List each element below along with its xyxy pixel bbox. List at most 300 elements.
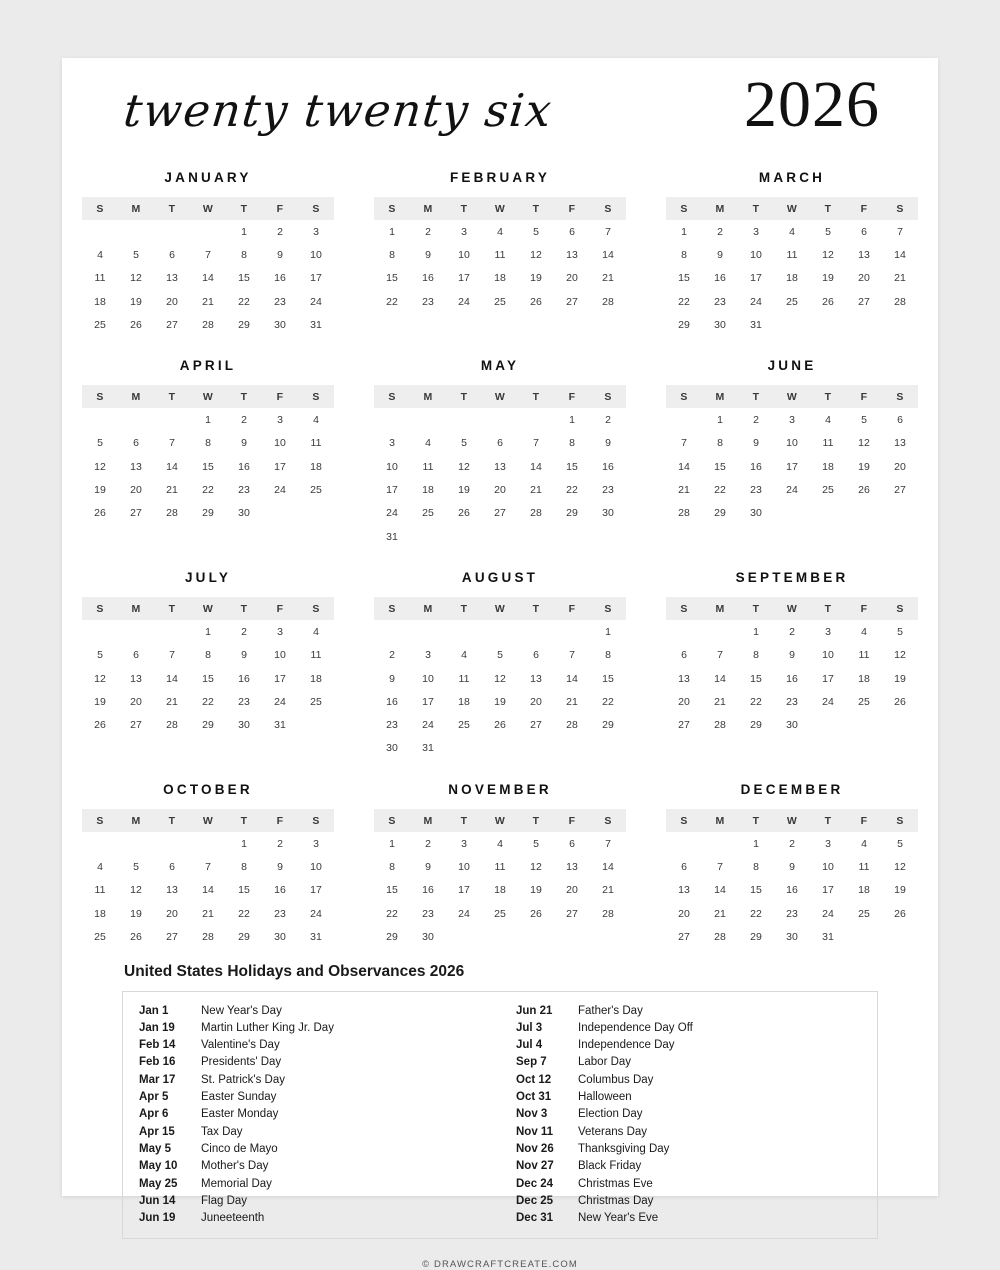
- day-cell[interactable]: 28: [678, 507, 690, 520]
- day-cell[interactable]: 2: [753, 414, 759, 427]
- day-cell[interactable]: 15: [238, 272, 250, 285]
- day-cell[interactable]: 18: [822, 460, 834, 473]
- day-cell[interactable]: 10: [274, 437, 286, 450]
- day-cell[interactable]: 11: [858, 860, 870, 873]
- day-cell[interactable]: 28: [714, 719, 726, 732]
- day-cell[interactable]: 5: [497, 649, 503, 662]
- day-cell[interactable]: 20: [566, 884, 578, 897]
- day-cell[interactable]: 2: [789, 625, 795, 638]
- day-cell[interactable]: 24: [458, 295, 470, 308]
- day-cell[interactable]: 14: [894, 248, 906, 261]
- day-cell[interactable]: 30: [786, 930, 798, 943]
- day-cell[interactable]: 20: [566, 272, 578, 285]
- day-cell[interactable]: 25: [94, 930, 106, 943]
- day-cell[interactable]: 23: [238, 695, 250, 708]
- day-cell[interactable]: 17: [822, 884, 834, 897]
- day-cell[interactable]: 26: [822, 295, 834, 308]
- day-cell[interactable]: 27: [130, 507, 142, 520]
- day-cell[interactable]: 31: [386, 530, 398, 543]
- day-cell[interactable]: 7: [717, 860, 723, 873]
- day-cell[interactable]: 27: [530, 719, 542, 732]
- day-cell[interactable]: 5: [825, 225, 831, 238]
- day-cell[interactable]: 10: [822, 649, 834, 662]
- day-cell[interactable]: 5: [533, 837, 539, 850]
- day-cell[interactable]: 18: [494, 272, 506, 285]
- day-cell[interactable]: 11: [422, 460, 434, 473]
- day-cell[interactable]: 21: [678, 484, 690, 497]
- day-cell[interactable]: 7: [205, 248, 211, 261]
- day-cell[interactable]: 7: [605, 225, 611, 238]
- day-cell[interactable]: 14: [678, 460, 690, 473]
- day-cell[interactable]: 23: [714, 295, 726, 308]
- day-cell[interactable]: 13: [566, 248, 578, 261]
- day-cell[interactable]: 30: [422, 930, 434, 943]
- day-cell[interactable]: 20: [494, 484, 506, 497]
- day-cell[interactable]: 17: [274, 460, 286, 473]
- day-cell[interactable]: 15: [202, 460, 214, 473]
- day-cell[interactable]: 23: [386, 719, 398, 732]
- day-cell[interactable]: 23: [786, 907, 798, 920]
- day-cell[interactable]: 10: [422, 672, 434, 685]
- day-cell[interactable]: 28: [894, 295, 906, 308]
- day-cell[interactable]: 27: [566, 907, 578, 920]
- day-cell[interactable]: 1: [717, 414, 723, 427]
- day-cell[interactable]: 15: [386, 884, 398, 897]
- day-cell[interactable]: 3: [789, 414, 795, 427]
- day-cell[interactable]: 2: [389, 649, 395, 662]
- day-cell[interactable]: 8: [205, 437, 211, 450]
- day-cell[interactable]: 8: [605, 649, 611, 662]
- day-cell[interactable]: 8: [241, 248, 247, 261]
- day-cell[interactable]: 13: [566, 860, 578, 873]
- day-cell[interactable]: 22: [566, 484, 578, 497]
- day-cell[interactable]: 2: [425, 837, 431, 850]
- day-cell[interactable]: 27: [166, 318, 178, 331]
- day-cell[interactable]: 21: [202, 907, 214, 920]
- day-cell[interactable]: 12: [822, 248, 834, 261]
- day-cell[interactable]: 10: [822, 860, 834, 873]
- day-cell[interactable]: 2: [277, 837, 283, 850]
- day-cell[interactable]: 10: [310, 248, 322, 261]
- day-cell[interactable]: 13: [166, 884, 178, 897]
- day-cell[interactable]: 11: [494, 248, 506, 261]
- day-cell[interactable]: 3: [825, 625, 831, 638]
- day-cell[interactable]: 12: [530, 860, 542, 873]
- day-cell[interactable]: 19: [894, 672, 906, 685]
- day-cell[interactable]: 15: [238, 884, 250, 897]
- day-cell[interactable]: 19: [94, 484, 106, 497]
- day-cell[interactable]: 23: [602, 484, 614, 497]
- day-cell[interactable]: 2: [717, 225, 723, 238]
- day-cell[interactable]: 21: [602, 272, 614, 285]
- day-cell[interactable]: 20: [678, 695, 690, 708]
- day-cell[interactable]: 6: [897, 414, 903, 427]
- day-cell[interactable]: 7: [897, 225, 903, 238]
- day-cell[interactable]: 23: [750, 484, 762, 497]
- day-cell[interactable]: 25: [494, 295, 506, 308]
- day-cell[interactable]: 11: [494, 860, 506, 873]
- day-cell[interactable]: 4: [97, 860, 103, 873]
- day-cell[interactable]: 6: [169, 860, 175, 873]
- day-cell[interactable]: 8: [569, 437, 575, 450]
- day-cell[interactable]: 4: [825, 414, 831, 427]
- day-cell[interactable]: 5: [133, 248, 139, 261]
- day-cell[interactable]: 23: [422, 907, 434, 920]
- day-cell[interactable]: 11: [94, 884, 106, 897]
- day-cell[interactable]: 27: [678, 719, 690, 732]
- day-cell[interactable]: 31: [422, 742, 434, 755]
- day-cell[interactable]: 15: [602, 672, 614, 685]
- day-cell[interactable]: 4: [789, 225, 795, 238]
- day-cell[interactable]: 6: [133, 437, 139, 450]
- day-cell[interactable]: 15: [678, 272, 690, 285]
- day-cell[interactable]: 18: [458, 695, 470, 708]
- day-cell[interactable]: 1: [753, 625, 759, 638]
- day-cell[interactable]: 24: [750, 295, 762, 308]
- day-cell[interactable]: 30: [602, 507, 614, 520]
- day-cell[interactable]: 29: [750, 930, 762, 943]
- day-cell[interactable]: 28: [530, 507, 542, 520]
- day-cell[interactable]: 11: [786, 248, 798, 261]
- day-cell[interactable]: 25: [458, 719, 470, 732]
- day-cell[interactable]: 28: [602, 295, 614, 308]
- day-cell[interactable]: 1: [205, 625, 211, 638]
- day-cell[interactable]: 10: [386, 460, 398, 473]
- day-cell[interactable]: 7: [169, 437, 175, 450]
- day-cell[interactable]: 5: [97, 649, 103, 662]
- day-cell[interactable]: 9: [425, 860, 431, 873]
- day-cell[interactable]: 10: [310, 860, 322, 873]
- day-cell[interactable]: 13: [894, 437, 906, 450]
- day-cell[interactable]: 11: [310, 649, 322, 662]
- day-cell[interactable]: 30: [238, 719, 250, 732]
- day-cell[interactable]: 11: [858, 649, 870, 662]
- day-cell[interactable]: 16: [274, 884, 286, 897]
- day-cell[interactable]: 25: [858, 907, 870, 920]
- day-cell[interactable]: 10: [274, 649, 286, 662]
- day-cell[interactable]: 27: [858, 295, 870, 308]
- day-cell[interactable]: 21: [714, 695, 726, 708]
- day-cell[interactable]: 23: [238, 484, 250, 497]
- day-cell[interactable]: 9: [425, 248, 431, 261]
- day-cell[interactable]: 21: [202, 295, 214, 308]
- day-cell[interactable]: 4: [861, 625, 867, 638]
- day-cell[interactable]: 6: [169, 248, 175, 261]
- day-cell[interactable]: 8: [389, 248, 395, 261]
- day-cell[interactable]: 2: [241, 414, 247, 427]
- day-cell[interactable]: 18: [310, 460, 322, 473]
- day-cell[interactable]: 11: [822, 437, 834, 450]
- day-cell[interactable]: 30: [274, 318, 286, 331]
- day-cell[interactable]: 1: [753, 837, 759, 850]
- day-cell[interactable]: 8: [717, 437, 723, 450]
- day-cell[interactable]: 26: [130, 318, 142, 331]
- day-cell[interactable]: 6: [533, 649, 539, 662]
- day-cell[interactable]: 20: [894, 460, 906, 473]
- day-cell[interactable]: 1: [241, 225, 247, 238]
- day-cell[interactable]: 19: [458, 484, 470, 497]
- day-cell[interactable]: 17: [458, 884, 470, 897]
- day-cell[interactable]: 14: [166, 460, 178, 473]
- day-cell[interactable]: 22: [386, 907, 398, 920]
- day-cell[interactable]: 22: [750, 695, 762, 708]
- day-cell[interactable]: 25: [822, 484, 834, 497]
- day-cell[interactable]: 1: [681, 225, 687, 238]
- day-cell[interactable]: 21: [602, 884, 614, 897]
- day-cell[interactable]: 17: [310, 272, 322, 285]
- day-cell[interactable]: 3: [313, 837, 319, 850]
- day-cell[interactable]: 24: [822, 695, 834, 708]
- day-cell[interactable]: 19: [130, 907, 142, 920]
- day-cell[interactable]: 4: [497, 225, 503, 238]
- day-cell[interactable]: 5: [461, 437, 467, 450]
- day-cell[interactable]: 22: [750, 907, 762, 920]
- day-cell[interactable]: 3: [461, 837, 467, 850]
- day-cell[interactable]: 6: [861, 225, 867, 238]
- day-cell[interactable]: 8: [753, 860, 759, 873]
- day-cell[interactable]: 10: [750, 248, 762, 261]
- day-cell[interactable]: 9: [605, 437, 611, 450]
- day-cell[interactable]: 16: [750, 460, 762, 473]
- day-cell[interactable]: 25: [858, 695, 870, 708]
- day-cell[interactable]: 18: [786, 272, 798, 285]
- day-cell[interactable]: 2: [425, 225, 431, 238]
- day-cell[interactable]: 13: [858, 248, 870, 261]
- day-cell[interactable]: 29: [714, 507, 726, 520]
- day-cell[interactable]: 12: [894, 860, 906, 873]
- day-cell[interactable]: 8: [753, 649, 759, 662]
- day-cell[interactable]: 16: [238, 460, 250, 473]
- day-cell[interactable]: 23: [422, 295, 434, 308]
- day-cell[interactable]: 29: [750, 719, 762, 732]
- day-cell[interactable]: 24: [422, 719, 434, 732]
- day-cell[interactable]: 7: [717, 649, 723, 662]
- day-cell[interactable]: 28: [714, 930, 726, 943]
- day-cell[interactable]: 3: [753, 225, 759, 238]
- day-cell[interactable]: 5: [897, 837, 903, 850]
- day-cell[interactable]: 5: [861, 414, 867, 427]
- day-cell[interactable]: 26: [894, 907, 906, 920]
- day-cell[interactable]: 6: [133, 649, 139, 662]
- day-cell[interactable]: 25: [310, 484, 322, 497]
- day-cell[interactable]: 12: [530, 248, 542, 261]
- day-cell[interactable]: 13: [130, 460, 142, 473]
- day-cell[interactable]: 21: [714, 907, 726, 920]
- day-cell[interactable]: 5: [133, 860, 139, 873]
- day-cell[interactable]: 14: [602, 860, 614, 873]
- day-cell[interactable]: 5: [533, 225, 539, 238]
- day-cell[interactable]: 7: [533, 437, 539, 450]
- day-cell[interactable]: 19: [822, 272, 834, 285]
- day-cell[interactable]: 10: [458, 860, 470, 873]
- day-cell[interactable]: 15: [566, 460, 578, 473]
- day-cell[interactable]: 12: [94, 460, 106, 473]
- day-cell[interactable]: 13: [494, 460, 506, 473]
- day-cell[interactable]: 6: [681, 860, 687, 873]
- day-cell[interactable]: 29: [202, 719, 214, 732]
- day-cell[interactable]: 22: [714, 484, 726, 497]
- day-cell[interactable]: 4: [425, 437, 431, 450]
- day-cell[interactable]: 20: [166, 907, 178, 920]
- day-cell[interactable]: 9: [241, 437, 247, 450]
- day-cell[interactable]: 1: [569, 414, 575, 427]
- day-cell[interactable]: 14: [566, 672, 578, 685]
- day-cell[interactable]: 20: [130, 695, 142, 708]
- day-cell[interactable]: 20: [130, 484, 142, 497]
- day-cell[interactable]: 29: [386, 930, 398, 943]
- day-cell[interactable]: 19: [858, 460, 870, 473]
- day-cell[interactable]: 29: [238, 318, 250, 331]
- day-cell[interactable]: 2: [789, 837, 795, 850]
- day-cell[interactable]: 9: [277, 248, 283, 261]
- day-cell[interactable]: 17: [750, 272, 762, 285]
- day-cell[interactable]: 13: [530, 672, 542, 685]
- day-cell[interactable]: 26: [94, 719, 106, 732]
- day-cell[interactable]: 2: [605, 414, 611, 427]
- day-cell[interactable]: 21: [166, 695, 178, 708]
- day-cell[interactable]: 30: [238, 507, 250, 520]
- day-cell[interactable]: 17: [386, 484, 398, 497]
- day-cell[interactable]: 17: [458, 272, 470, 285]
- day-cell[interactable]: 16: [714, 272, 726, 285]
- day-cell[interactable]: 23: [274, 295, 286, 308]
- day-cell[interactable]: 24: [786, 484, 798, 497]
- day-cell[interactable]: 9: [717, 248, 723, 261]
- day-cell[interactable]: 9: [277, 860, 283, 873]
- day-cell[interactable]: 24: [274, 695, 286, 708]
- day-cell[interactable]: 31: [822, 930, 834, 943]
- day-cell[interactable]: 10: [458, 248, 470, 261]
- day-cell[interactable]: 1: [605, 625, 611, 638]
- day-cell[interactable]: 9: [389, 672, 395, 685]
- day-cell[interactable]: 22: [238, 907, 250, 920]
- day-cell[interactable]: 16: [602, 460, 614, 473]
- day-cell[interactable]: 17: [422, 695, 434, 708]
- day-cell[interactable]: 24: [386, 507, 398, 520]
- day-cell[interactable]: 21: [566, 695, 578, 708]
- day-cell[interactable]: 4: [497, 837, 503, 850]
- day-cell[interactable]: 31: [750, 318, 762, 331]
- day-cell[interactable]: 26: [530, 907, 542, 920]
- day-cell[interactable]: 25: [494, 907, 506, 920]
- day-cell[interactable]: 17: [274, 672, 286, 685]
- day-cell[interactable]: 30: [750, 507, 762, 520]
- day-cell[interactable]: 26: [530, 295, 542, 308]
- day-cell[interactable]: 28: [202, 930, 214, 943]
- day-cell[interactable]: 19: [130, 295, 142, 308]
- day-cell[interactable]: 24: [458, 907, 470, 920]
- day-cell[interactable]: 8: [241, 860, 247, 873]
- day-cell[interactable]: 28: [602, 907, 614, 920]
- day-cell[interactable]: 7: [169, 649, 175, 662]
- day-cell[interactable]: 29: [238, 930, 250, 943]
- day-cell[interactable]: 24: [274, 484, 286, 497]
- day-cell[interactable]: 21: [530, 484, 542, 497]
- day-cell[interactable]: 19: [494, 695, 506, 708]
- day-cell[interactable]: 12: [130, 272, 142, 285]
- day-cell[interactable]: 3: [825, 837, 831, 850]
- day-cell[interactable]: 28: [166, 507, 178, 520]
- day-cell[interactable]: 16: [422, 272, 434, 285]
- day-cell[interactable]: 18: [310, 672, 322, 685]
- day-cell[interactable]: 20: [530, 695, 542, 708]
- day-cell[interactable]: 12: [94, 672, 106, 685]
- day-cell[interactable]: 6: [569, 837, 575, 850]
- day-cell[interactable]: 27: [566, 295, 578, 308]
- day-cell[interactable]: 26: [458, 507, 470, 520]
- day-cell[interactable]: 26: [94, 507, 106, 520]
- day-cell[interactable]: 6: [497, 437, 503, 450]
- day-cell[interactable]: 1: [205, 414, 211, 427]
- day-cell[interactable]: 12: [494, 672, 506, 685]
- day-cell[interactable]: 29: [566, 507, 578, 520]
- day-cell[interactable]: 24: [310, 907, 322, 920]
- day-cell[interactable]: 12: [130, 884, 142, 897]
- day-cell[interactable]: 18: [94, 295, 106, 308]
- day-cell[interactable]: 26: [858, 484, 870, 497]
- day-cell[interactable]: 1: [241, 837, 247, 850]
- day-cell[interactable]: 15: [714, 460, 726, 473]
- day-cell[interactable]: 19: [894, 884, 906, 897]
- day-cell[interactable]: 7: [205, 860, 211, 873]
- day-cell[interactable]: 4: [313, 414, 319, 427]
- day-cell[interactable]: 27: [678, 930, 690, 943]
- day-cell[interactable]: 16: [274, 272, 286, 285]
- day-cell[interactable]: 4: [313, 625, 319, 638]
- day-cell[interactable]: 6: [569, 225, 575, 238]
- day-cell[interactable]: 11: [94, 272, 106, 285]
- day-cell[interactable]: 13: [130, 672, 142, 685]
- day-cell[interactable]: 20: [678, 907, 690, 920]
- day-cell[interactable]: 16: [786, 884, 798, 897]
- day-cell[interactable]: 4: [461, 649, 467, 662]
- day-cell[interactable]: 8: [389, 860, 395, 873]
- day-cell[interactable]: 3: [277, 414, 283, 427]
- day-cell[interactable]: 14: [166, 672, 178, 685]
- day-cell[interactable]: 26: [130, 930, 142, 943]
- day-cell[interactable]: 4: [861, 837, 867, 850]
- day-cell[interactable]: 15: [750, 884, 762, 897]
- day-cell[interactable]: 30: [274, 930, 286, 943]
- day-cell[interactable]: 27: [166, 930, 178, 943]
- day-cell[interactable]: 14: [202, 272, 214, 285]
- day-cell[interactable]: 4: [97, 248, 103, 261]
- day-cell[interactable]: 13: [166, 272, 178, 285]
- day-cell[interactable]: 21: [166, 484, 178, 497]
- day-cell[interactable]: 14: [714, 884, 726, 897]
- day-cell[interactable]: 12: [894, 649, 906, 662]
- day-cell[interactable]: 8: [205, 649, 211, 662]
- day-cell[interactable]: 19: [94, 695, 106, 708]
- day-cell[interactable]: 18: [422, 484, 434, 497]
- day-cell[interactable]: 3: [461, 225, 467, 238]
- day-cell[interactable]: 20: [166, 295, 178, 308]
- day-cell[interactable]: 31: [274, 719, 286, 732]
- day-cell[interactable]: 14: [602, 248, 614, 261]
- day-cell[interactable]: 18: [494, 884, 506, 897]
- day-cell[interactable]: 6: [681, 649, 687, 662]
- day-cell[interactable]: 16: [786, 672, 798, 685]
- day-cell[interactable]: 13: [678, 672, 690, 685]
- day-cell[interactable]: 25: [422, 507, 434, 520]
- day-cell[interactable]: 10: [786, 437, 798, 450]
- day-cell[interactable]: 31: [310, 318, 322, 331]
- day-cell[interactable]: 21: [894, 272, 906, 285]
- day-cell[interactable]: 26: [494, 719, 506, 732]
- day-cell[interactable]: 8: [681, 248, 687, 261]
- day-cell[interactable]: 26: [894, 695, 906, 708]
- day-cell[interactable]: 22: [202, 695, 214, 708]
